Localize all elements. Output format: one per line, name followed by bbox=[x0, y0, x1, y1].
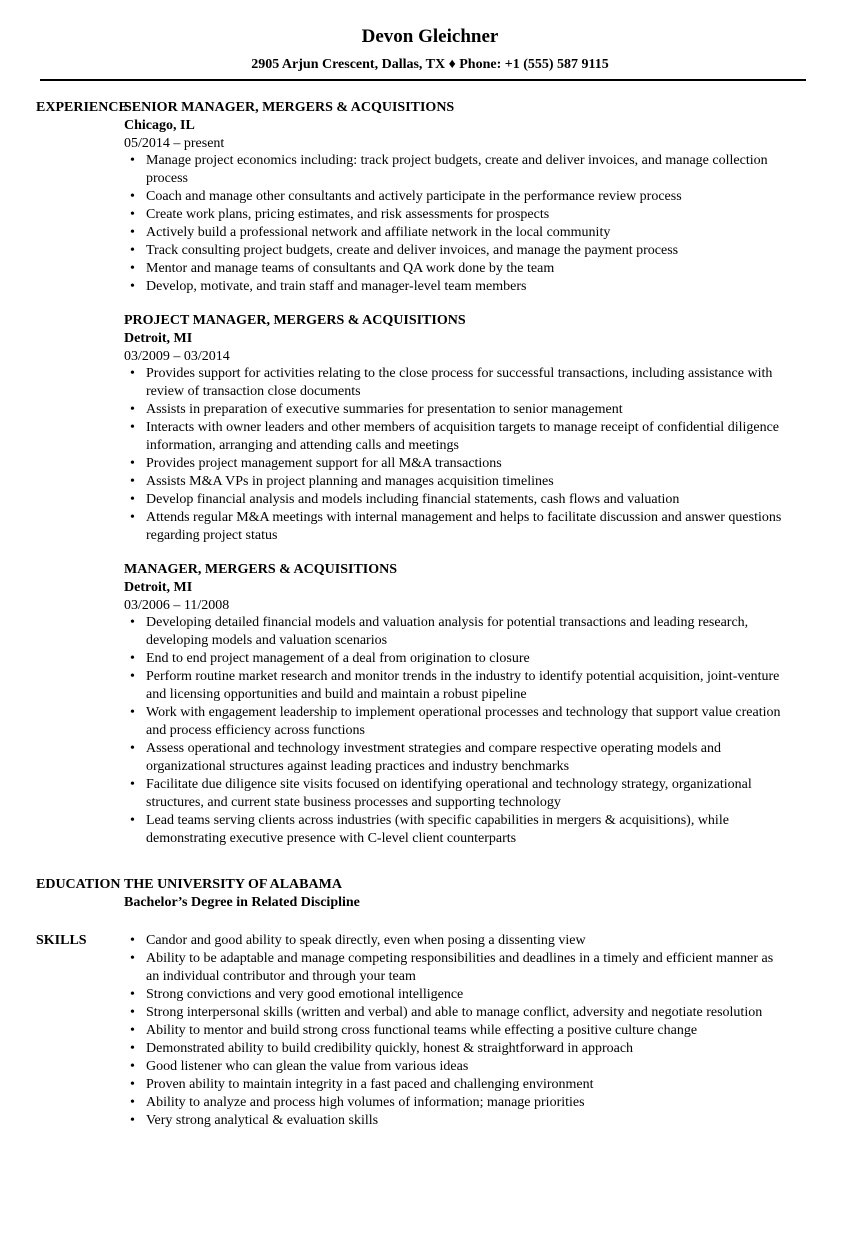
bullet-item: • Candor and good ability to speak directly, even when posing a dissenting view bbox=[124, 932, 784, 950]
bullet-item: • Attends regular M&A meetings with internal management and helps to facilitate discussion and answer questions regarding project status bbox=[124, 509, 784, 545]
bullet-item: • Developing detailed financial models and valuation analysis for potential transactions and leading research, developing models and valuation scenarios bbox=[124, 614, 784, 650]
candidate-name: Devon Gleichner bbox=[361, 26, 499, 47]
experience-section bbox=[0, 99, 860, 848]
bullet-item: • Good listener who can glean the value from various ideas bbox=[124, 1058, 784, 1076]
bullet-item: • Provides support for activities relating to the close process for successful transactions, including assistance with review of transaction close documents bbox=[124, 365, 784, 401]
bullet-item: • Ability to analyze and process high volumes of information; manage priorities bbox=[124, 1094, 784, 1112]
experience-heading: EXPERIENCE bbox=[36, 100, 128, 115]
education-heading: EDUCATION bbox=[36, 877, 121, 892]
skills-body bbox=[124, 932, 784, 1130]
bullet-item: • Ability to be adaptable and manage competing responsibilities and deadlines in a timely and efficient manner as an individual contributor and through your team bbox=[124, 950, 784, 986]
bullet-item: • Assess operational and technology investment strategies and compare respective operating models and organizational structures against leading practices and industry benchmarks bbox=[124, 740, 784, 776]
experience-body bbox=[124, 99, 784, 848]
degree: Bachelor’s Degree in Related Discipline bbox=[124, 895, 360, 910]
bullet-item: • Proven ability to maintain integrity in a fast paced and challenging environment bbox=[124, 1076, 784, 1094]
bullet-item: • Actively build a professional network and affiliate network in the local community bbox=[124, 224, 784, 242]
bullet-item: • Develop, motivate, and train staff and manager-level team members bbox=[124, 278, 784, 296]
job-dates: 03/2009 – 03/2014 bbox=[124, 349, 230, 364]
bullet-item: • Very strong analytical & evaluation skills bbox=[124, 1112, 784, 1130]
bullet-item: • Work with engagement leadership to implement operational processes and technology that support value creation and process efficiency across functions bbox=[124, 704, 784, 740]
education-section bbox=[0, 876, 860, 912]
bullet-item: • Mentor and manage teams of consultants and QA work done by the team bbox=[124, 260, 784, 278]
job-title: PROJECT MANAGER, MERGERS & ACQUISITIONS bbox=[124, 313, 466, 328]
bullet-item: • Ability to mentor and build strong cross functional teams while effecting a positive culture change bbox=[124, 1022, 784, 1040]
job-location: Detroit, MI bbox=[124, 331, 193, 346]
bullet-item: • Provides project management support for all M&A transactions bbox=[124, 455, 784, 473]
bullet-item: • Track consulting project budgets, create and deliver invoices, and manage the payment process bbox=[124, 242, 784, 260]
job-entry bbox=[124, 99, 784, 296]
contact-line: 2905 Arjun Crescent, Dallas, TX ♦ Phone: +1 (555) 587 9115 bbox=[251, 57, 609, 72]
skills-heading: SKILLS bbox=[36, 933, 87, 948]
resume-header bbox=[0, 0, 860, 73]
bullet-item: • Interacts with owner leaders and other members of acquisition targets to manage receipt of confidential diligence information, arranging and attending calls and meetings bbox=[124, 419, 784, 455]
skills-list bbox=[124, 932, 784, 1130]
job-entry bbox=[124, 312, 784, 545]
bullet-item: • Coach and manage other consultants and actively participate in the performance review process bbox=[124, 188, 784, 206]
header-divider bbox=[40, 79, 806, 81]
bullet-item: • Perform routine market research and monitor trends in the industry to identify potential acquisition, joint-venture and licensing opportunities and build and maintain a robust pipeline bbox=[124, 668, 784, 704]
school-name: THE UNIVERSITY OF ALABAMA bbox=[124, 877, 342, 892]
job-bullets bbox=[124, 614, 784, 848]
bullet-item: • End to end project management of a deal from origination to closure bbox=[124, 650, 784, 668]
bullet-item: • Facilitate due diligence site visits focused on identifying operational and technology strategy, organizational structures, and current state business processes and supporting technology bbox=[124, 776, 784, 812]
skills-section bbox=[0, 932, 860, 1130]
bullet-item: • Develop financial analysis and models including financial statements, cash flows and valuation bbox=[124, 491, 784, 509]
job-location: Chicago, IL bbox=[124, 118, 195, 133]
bullet-item: • Create work plans, pricing estimates, and risk assessments for prospects bbox=[124, 206, 784, 224]
bullet-item: • Strong convictions and very good emotional intelligence bbox=[124, 986, 784, 1004]
job-location: Detroit, MI bbox=[124, 580, 193, 595]
bullet-item: • Demonstrated ability to build credibility quickly, honest & straightforward in approach bbox=[124, 1040, 784, 1058]
job-bullets bbox=[124, 365, 784, 545]
bullet-item: • Assists in preparation of executive summaries for presentation to senior management bbox=[124, 401, 784, 419]
bullet-item: • Strong interpersonal skills (written and verbal) and able to manage conflict, adversity and negotiate resolution bbox=[124, 1004, 784, 1022]
job-title: MANAGER, MERGERS & ACQUISITIONS bbox=[124, 562, 398, 577]
job-entry bbox=[124, 561, 784, 848]
job-bullets bbox=[124, 152, 784, 296]
bullet-item: • Lead teams serving clients across industries (with specific capabilities in mergers & acquisitions), while demonstrating executive presence with C-level client counterparts bbox=[124, 812, 784, 848]
job-title: SENIOR MANAGER, MERGERS & ACQUISITIONS bbox=[124, 100, 455, 115]
bullet-item: • Assists M&A VPs in project planning and manages acquisition timelines bbox=[124, 473, 784, 491]
job-dates: 05/2014 – present bbox=[124, 136, 225, 151]
job-dates: 03/2006 – 11/2008 bbox=[124, 598, 230, 613]
bullet-item: • Manage project economics including: track project budgets, create and deliver invoices, and manage collection process bbox=[124, 152, 784, 188]
education-body bbox=[124, 876, 784, 912]
